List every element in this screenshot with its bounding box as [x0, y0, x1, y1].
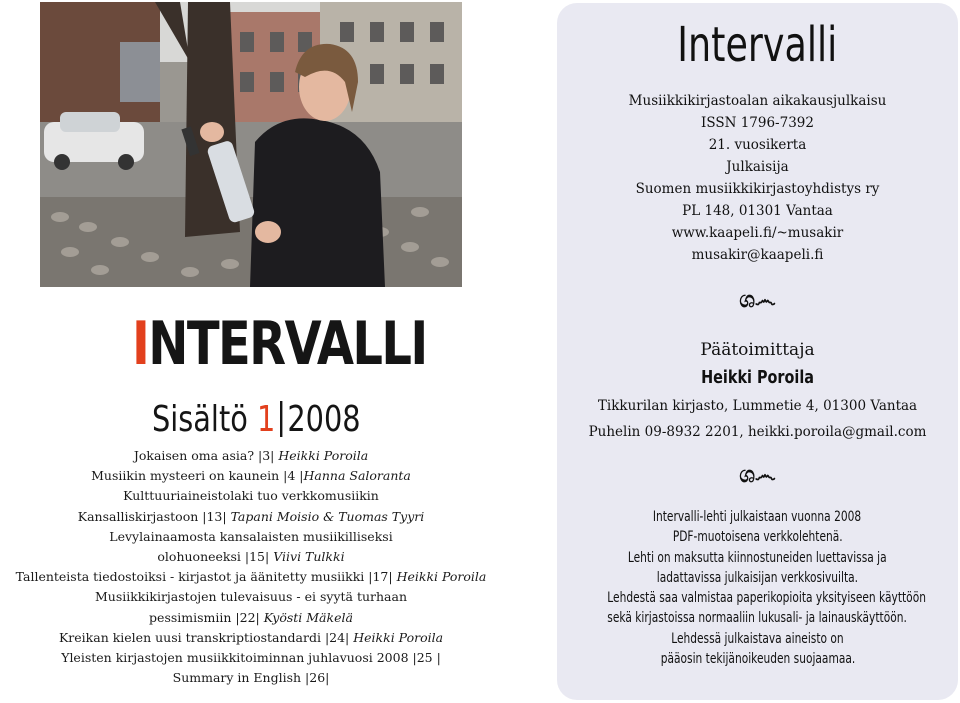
notice-line: pääosin tekijänoikeuden suojaamaa. [660, 651, 855, 668]
issue-heading [152, 398, 361, 442]
issue-number: 1 [257, 399, 276, 440]
pubinfo-line: Suomen musiikkikirjastoyhdistys ry [635, 181, 880, 197]
logo-rest: NTERVALLI [148, 309, 427, 379]
woman-holding-bottle-photo [40, 2, 462, 287]
pubinfo-line: Musiikkikirjastoalan aikakausjulkaisu [628, 93, 887, 109]
publication-notice [557, 507, 958, 669]
toc-entry: Jokaisen oma asia? |3| Heikki Poroila [133, 448, 369, 463]
toc-entry: olohuoneeksi |15| Viivi Tulkki [157, 549, 345, 565]
pubinfo-line: Julkaisija [726, 159, 789, 175]
publication-info [557, 90, 958, 266]
toc-entry: Levylainaamosta kansalaisten musiikilliseksi [109, 528, 393, 544]
toc-entry: Tallenteista tiedostoiksi - kirjastot ja äänitetty musiikki |17| Heikki Poroila [15, 569, 487, 585]
issue-label: Sisältö [152, 399, 248, 440]
editor-address: Tikkurilan kirjasto, Lummetie 4, 01300 Vantaa [597, 398, 918, 414]
pubinfo-line: PL 148, 01301 Vantaa [682, 203, 833, 219]
editor-name: Heikki Poroila [701, 367, 814, 388]
email-link[interactable]: musakir@kaapeli.fi [691, 247, 824, 263]
notice-line: sekä kirjastoissa normaaliin lukusali- ja lainauskäyttöön. [607, 610, 908, 627]
logo-first-letter: I [132, 309, 149, 379]
ornament-divider: ශ෴ [739, 287, 776, 313]
cover-photo [40, 2, 462, 287]
toc-entry: Kreikan kielen uusi transkriptiostandardi |24| Heikki Poroila [58, 629, 444, 645]
editor-contact[interactable]: Puhelin 09-8932 2201, heikki.poroila@gmail.com [588, 424, 927, 440]
toc-entry: Kansalliskirjastoon |13| Tapani Moisio & Tuomas Tyyri [77, 508, 425, 524]
issue-year: 2008 [287, 399, 361, 440]
toc-entry: Musiikin mysteeri on kaunein |4 |Hanna Saloranta [91, 468, 411, 484]
pubinfo-line: 21. vuosikerta [708, 137, 807, 153]
toc-entry: Kulttuuriaineistolaki tuo verkkomusiikin [123, 488, 379, 504]
toc-entry: Summary in English |26| [172, 670, 330, 686]
notice-line: Lehdessä julkaistava aineisto on [671, 630, 844, 647]
notice-line: Lehdestä saa valmistaa paperikopioita yksityiseen käyttöön [607, 590, 926, 607]
ornament-divider: ශ෴ [739, 462, 776, 488]
editor-title: Päätoimittaja [700, 340, 815, 360]
notice-line: PDF-muotoisena verkkolehtenä. [672, 529, 843, 546]
website-link[interactable]: www.kaapeli.fi/~musakir [671, 225, 844, 241]
notice-line: ladattavissa julkaisijan verkkosivuilta. [656, 569, 859, 586]
editor-info [557, 393, 958, 445]
pubinfo-line: ISSN 1796-7392 [701, 115, 814, 131]
masthead-title: Intervalli [677, 17, 838, 73]
intervalli-logo [132, 308, 427, 380]
notice-line: Intervalli-lehti julkaistaan vuonna 2008 [653, 509, 862, 525]
notice-line: Lehti on maksutta kiinnostuneiden luettavissa ja [628, 549, 887, 566]
toc-entry: pessimismiin |22| Kyösti Mäkelä [149, 609, 353, 625]
table-of-contents [0, 446, 502, 688]
toc-entry: Musiikkikirjastojen tulevaisuus - ei syytä turhaan [94, 589, 408, 605]
issue-divider [280, 401, 282, 437]
toc-entry: Yleisten kirjastojen musiikkitoiminnan juhlavuosi 2008 |25 | [61, 650, 441, 666]
